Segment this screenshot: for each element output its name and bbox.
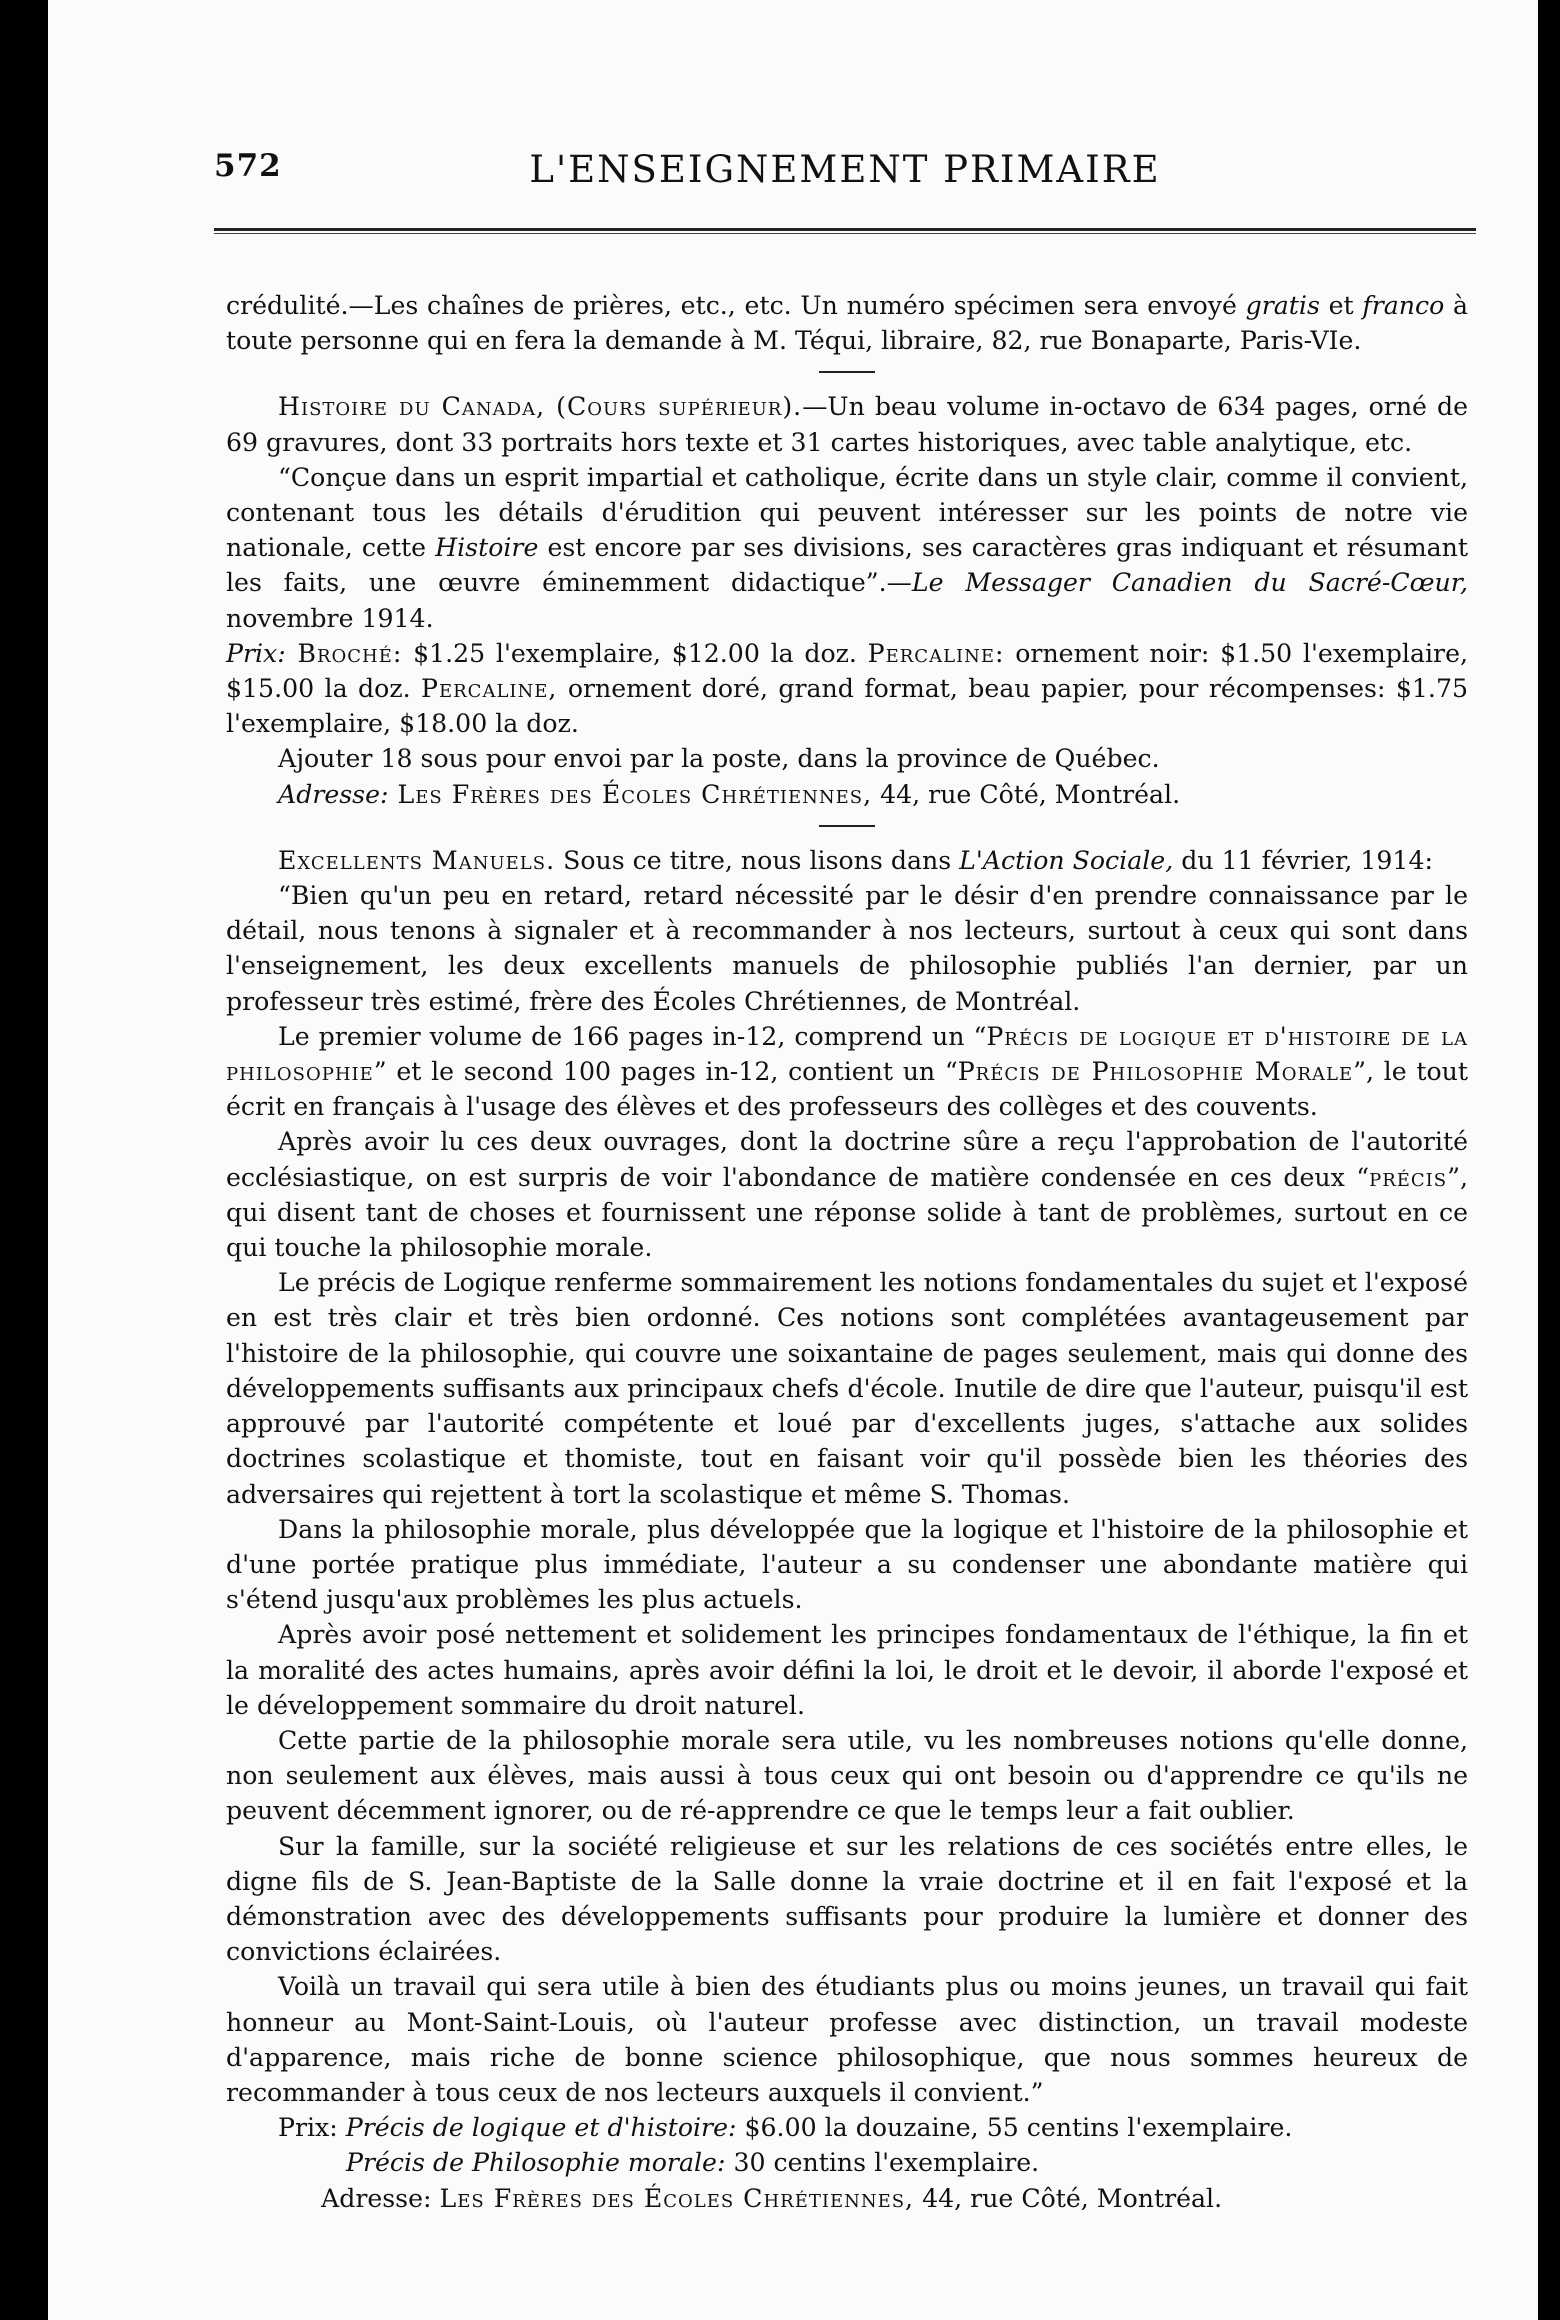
paragraph-ethique: Après avoir posé nettement et solidement les principes fondamentaux de l'éthique, la fin et la moralité des actes humains, après avoir défini la loi, le droit et le devoir, il aborde l'exposé et le développement sommaire du droit naturel.: [226, 1620, 1468, 1720]
paragraph-premier-volume: Le premier volume de 166 pages in-12, comprend un “Précis de logique et d'histoire de la philosophie” et le second 100 pages in-12, contient un “Précis de Philosophie Morale”, le tout écrit en français à l'usage des élèves et des professeurs des collèges et des couvents.: [226, 1021, 1468, 1122]
paragraph-prix-histoire: Prix: Broché: $1.25 l'exemplaire, $12.00 la doz. Percaline: ornement noir: $1.50 l'exemplaire, $15.00 la doz. Percaline, ornement doré, grand format, beau papier, pour récompenses: $1.75 l'exemplaire, $18.00 la doz.: [226, 638, 1469, 739]
paragraph-famille: Sur la famille, sur la société religieuse et sur les relations de ces sociétés entre elles, le digne fils de S. Jean-Baptiste de la Salle donne la vraie doctrine et il en fait l'exposé et la démonstration avec des développements suffisants pour produire la lumière et donner des convictions éclairées.: [226, 1831, 1468, 1967]
paragraph-philosophie-morale: Dans la philosophie morale, plus développée que la logique et l'histoire de la philosophie et d'une portée pratique plus immédiate, l'auteur a su condenser une abondante matière qui s'étend jusqu'aux problèmes les plus actuels.: [226, 1514, 1468, 1615]
paragraph-continuation: crédulité.—Les chaînes de prières, etc., etc. Un numéro spécimen sera envoyé gratis et franco à toute personne qui en fera la demande à M. Téqui, libraire, 82, rue Bonaparte, Paris-VIe.: [226, 291, 1468, 356]
paragraph-bien-qu: “Bien qu'un peu en retard, retard nécessité par le désir d'en prendre connaissance par le détail, nous tenons à signaler et à recommander à nos lecteurs, surtout à ceux qui sont dans l'enseignement, les deux excellents manuels de philosophie publiés l'an dernier, par un professeur très estimé, frère des Écoles Chrétiennes, de Montréal.: [226, 881, 1468, 1016]
paragraph-adresse-2: Adresse: Les Frères des Écoles Chrétiennes, 44, rue Côté, Montréal.: [321, 2183, 1223, 2213]
page-number: 572: [214, 148, 282, 184]
article-body: [226, 288, 1468, 2216]
price-logique: Prix: Précis de logique et d'histoire: $6.00 la douzaine, 55 centins l'exemplaire.: [278, 2113, 1293, 2143]
paragraph-postage: Ajouter 18 sous pour envoi par la poste, dans la province de Québec.: [278, 744, 1160, 774]
page-header: [214, 148, 1476, 208]
paragraph-apres-lu: Après avoir lu ces deux ouvrages, dont la doctrine sûre a reçu l'approbation de l'autorité ecclésiastique, on est surpris de voir l'abondance de matière condensée en ces deux “précis”, qui disent tant de choses et fournissent une réponse solide à tant de problèmes, surtout en ce qui touche la philosophie morale.: [226, 1127, 1468, 1263]
paragraph-adresse-1: Adresse: Les Frères des Écoles Chrétiennes, 44, rue Côté, Montréal.: [278, 779, 1181, 809]
paragraph-histoire-canada: Histoire du Canada, (Cours supérieur).—Un beau volume in-octavo de 634 pages, orné de 69 gravures, dont 33 portraits hors texte et 31 cartes historiques, avec table analytique, etc.: [226, 392, 1469, 457]
price-morale: Précis de Philosophie morale: 30 centins l'exemplaire.: [346, 2148, 1040, 2178]
paragraph-excellents-manuels: Excellents Manuels. Sous ce titre, nous lisons dans L'Action Sociale, du 11 février, 1914:: [278, 845, 1433, 875]
paragraph-quote-messager: “Conçue dans un esprit impartial et catholique, écrite dans un style clair, comme il convient, contenant tous les détails d'érudition qui peuvent intéresser sur les points de notre vie nationale, cette Histoire est encore par ses divisions, ses caractères gras indiquant et résumant les faits, une œuvre éminemment didactique”.—Le Messager Canadien du Sacré-Cœur, novembre 1914.: [226, 462, 1469, 633]
page: [48, 0, 1538, 2320]
section-separator: [819, 825, 875, 827]
paragraph-cette-partie: Cette partie de la philosophie morale sera utile, vu les nombreuses notions qu'elle donne, non seulement aux élèves, mais aussi à tous ceux qui ont besoin ou d'apprendre ce qu'ils ne peuvent décemment ignorer, ou de ré-apprendre ce que le temps leur a fait oublier.: [226, 1725, 1468, 1826]
running-title: L'ENSEIGNEMENT PRIMAIRE: [529, 148, 1161, 191]
paragraph-voila: Voilà un travail qui sera utile à bien des étudiants plus ou moins jeunes, un travail qui fait honneur au Mont-Saint-Louis, où l'auteur professe avec distinction, un travail modeste d'apparence, mais riche de bonne science philosophique, que nous sommes heureux de recommander à tous ceux de nos lecteurs auxquels il convient.”: [226, 1972, 1468, 2107]
header-rule: [214, 228, 1476, 233]
section-separator: [819, 371, 875, 373]
paragraph-precis-logique: Le précis de Logique renferme sommairement les notions fondamentales du sujet et l'exposé en est très clair et très bien ordonné. Ces notions sont complétées avantageusement par l'histoire de la philosophie, qui couvre une soixantaine de pages seulement, mais qui donne des développements suffisants aux principaux chefs d'école. Inutile de dire que l'auteur, puisqu'il est approuvé par l'autorité compétente et loué par d'excellents juges, s'attache aux solides doctrines scolastique et thomiste, tout en faisant voir qu'il possède bien les théories des adversaires qui rejettent à tort la scolastique et même S. Thomas.: [226, 1268, 1468, 1509]
